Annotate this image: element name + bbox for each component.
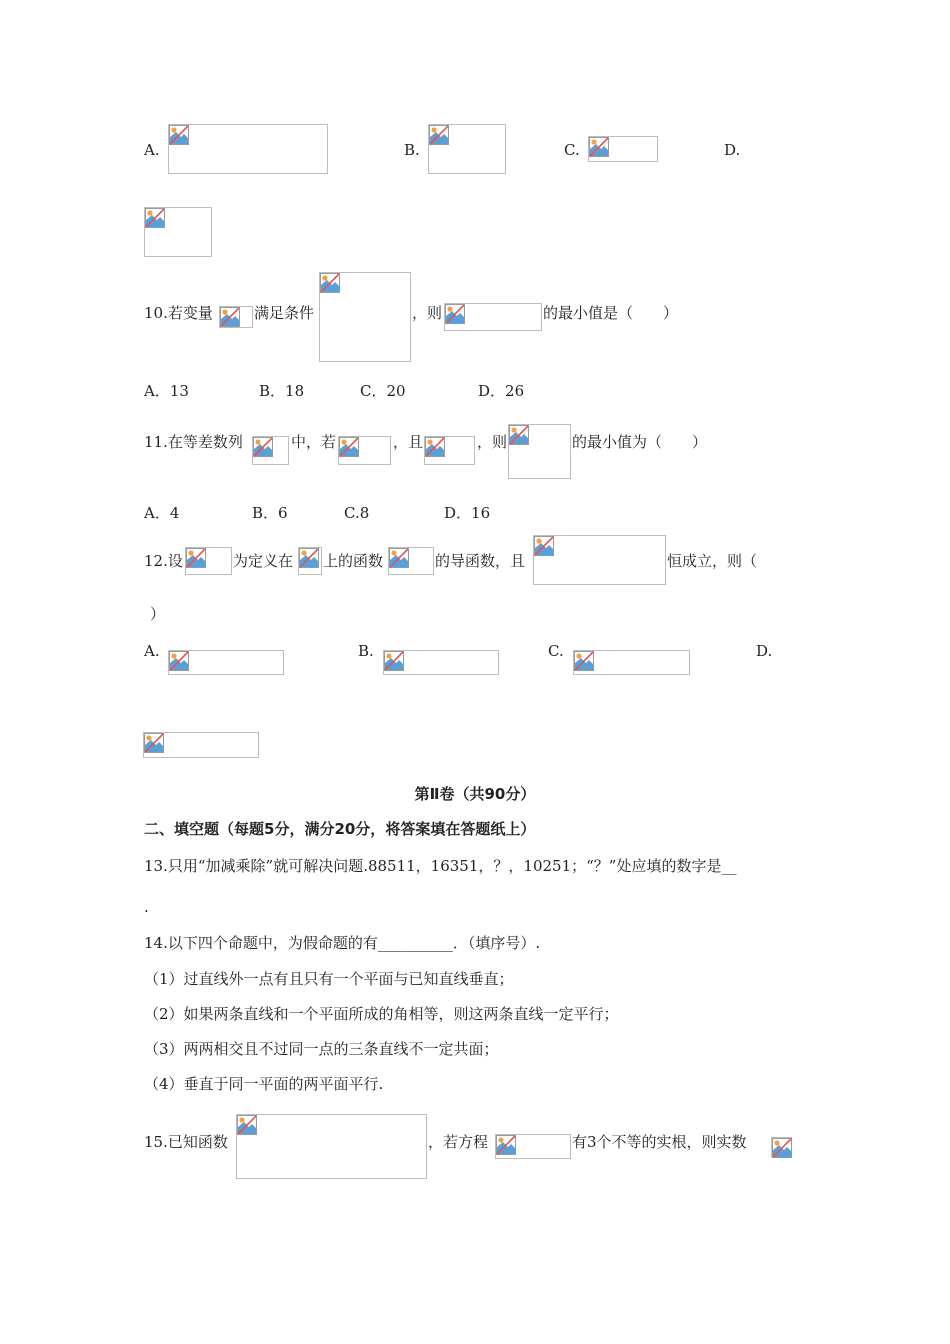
q13-text: 13.只用“加减乘除”就可解决问题.88511，16351，？，10251；“？”处应填的数字是__ bbox=[144, 857, 737, 875]
q9-option-c-label: C. bbox=[564, 141, 580, 159]
q11-stem-mid3: ，则 bbox=[477, 433, 508, 451]
q11-option-c: C.8 bbox=[344, 504, 370, 522]
q9-option-a-image bbox=[168, 124, 328, 174]
q12-stem-mid2: 上的函数 bbox=[323, 552, 384, 570]
q11-condition2-image bbox=[424, 436, 475, 465]
q11-option-d: D．16 bbox=[444, 504, 491, 522]
broken-image-icon bbox=[144, 733, 164, 753]
q9-option-c-image bbox=[588, 136, 658, 162]
q10-stem-pre: 10.若变量 bbox=[144, 304, 213, 322]
q10-option-a: A．13 bbox=[144, 382, 189, 400]
broken-image-icon bbox=[220, 307, 240, 327]
q14-item-3: （3）两两相交且不过同一点的三条直线不一定共面； bbox=[144, 1040, 499, 1058]
q10-stem-post: 的最小值是（ ） bbox=[543, 304, 679, 322]
q15-stem-mid2: 有3个不等的实根，则实数 bbox=[572, 1133, 747, 1151]
q12-stem-close: ） bbox=[150, 605, 166, 623]
broken-image-icon bbox=[534, 536, 554, 556]
q11-stem-pre: 11.在等差数列 bbox=[144, 433, 243, 451]
q12-inequality-image bbox=[533, 535, 666, 585]
section-title: 第Ⅱ卷（共90分） bbox=[414, 785, 536, 803]
section-heading: 二、填空题（每题5分，满分20分，将答案填在答题纸上） bbox=[144, 820, 536, 838]
q10-option-d: D．26 bbox=[478, 382, 525, 400]
q12-option-c-image bbox=[573, 650, 690, 675]
q11-stem-post: 的最小值为（ ） bbox=[572, 433, 708, 451]
q11-stem-mid1: 中，若 bbox=[291, 433, 337, 451]
broken-image-icon bbox=[169, 125, 189, 145]
q12-option-a-image bbox=[168, 650, 284, 675]
q12-domain-image bbox=[298, 547, 322, 575]
q15-stem-pre: 15.已知函数 bbox=[144, 1133, 228, 1151]
q12-stem-pre: 12.设 bbox=[144, 552, 183, 570]
q9-option-d-label: D. bbox=[724, 141, 741, 159]
q12-option-b-image bbox=[383, 650, 499, 675]
broken-image-icon bbox=[320, 273, 340, 293]
broken-image-icon bbox=[186, 548, 206, 568]
broken-image-icon bbox=[574, 651, 594, 671]
broken-image-icon bbox=[339, 437, 359, 457]
q9-option-b-label: B. bbox=[404, 141, 420, 159]
q10-variables-image bbox=[219, 306, 253, 328]
q11-condition1-image bbox=[338, 436, 391, 465]
broken-image-icon bbox=[145, 208, 165, 228]
q11-stem-mid2: ，且 bbox=[393, 433, 424, 451]
q12-derivative-image bbox=[388, 547, 434, 575]
q12-option-a-label: A. bbox=[144, 642, 160, 660]
broken-image-icon bbox=[772, 1138, 792, 1158]
q11-option-b: B．6 bbox=[252, 504, 288, 522]
q12-function-image bbox=[185, 547, 232, 575]
broken-image-icon bbox=[237, 1115, 257, 1135]
q11-sequence-image bbox=[252, 436, 289, 465]
broken-image-icon bbox=[509, 425, 529, 445]
q12-option-d-label: D. bbox=[756, 642, 773, 660]
q10-option-c: C．20 bbox=[360, 382, 406, 400]
q12-option-c-label: C. bbox=[548, 642, 564, 660]
q10-constraints-image bbox=[319, 272, 411, 362]
q12-stem-post: 恒成立，则（ bbox=[667, 552, 758, 570]
q15-stem-mid1: ，若方程 bbox=[428, 1133, 489, 1151]
q15-equation-image bbox=[495, 1134, 571, 1159]
q10-stem-mid2: ，则 bbox=[412, 304, 443, 322]
q10-objective-image bbox=[444, 303, 542, 331]
q13-tail: . bbox=[144, 898, 149, 916]
q11-option-a: A．4 bbox=[144, 504, 180, 522]
q9-option-b-image bbox=[428, 124, 506, 174]
q12-option-b-label: B. bbox=[358, 642, 374, 660]
q11-expression-image bbox=[508, 424, 571, 479]
q12-stem-mid1: 为定义在 bbox=[233, 552, 294, 570]
q10-stem-mid1: 满足条件 bbox=[254, 304, 315, 322]
broken-image-icon bbox=[169, 651, 189, 671]
broken-image-icon bbox=[445, 304, 465, 324]
broken-image-icon bbox=[253, 437, 273, 457]
q10-option-b: B．18 bbox=[259, 382, 305, 400]
q14-item-2: （2）如果两条直线和一个平面所成的角相等，则这两条直线一定平行； bbox=[144, 1005, 619, 1023]
q14-item-1: （1）过直线外一点有且只有一个平面与已知直线垂直； bbox=[144, 970, 514, 988]
broken-image-icon bbox=[496, 1135, 516, 1155]
q9-option-d-image bbox=[144, 207, 212, 257]
q14-text: 14.以下四个命题中，为假命题的有__________．（填序号）. bbox=[144, 934, 541, 952]
q9-option-a-label: A. bbox=[144, 141, 160, 159]
broken-image-icon bbox=[429, 125, 449, 145]
q15-function-image bbox=[236, 1114, 427, 1179]
q12-option-d-image bbox=[143, 732, 259, 758]
broken-image-icon bbox=[389, 548, 409, 568]
broken-image-icon bbox=[384, 651, 404, 671]
q15-parameter-image bbox=[771, 1137, 792, 1157]
q12-stem-mid3: 的导函数，且 bbox=[435, 552, 526, 570]
q14-item-4: （4）垂直于同一平面的两平面平行. bbox=[144, 1075, 384, 1093]
broken-image-icon bbox=[589, 137, 609, 157]
broken-image-icon bbox=[299, 548, 319, 568]
broken-image-icon bbox=[425, 437, 445, 457]
